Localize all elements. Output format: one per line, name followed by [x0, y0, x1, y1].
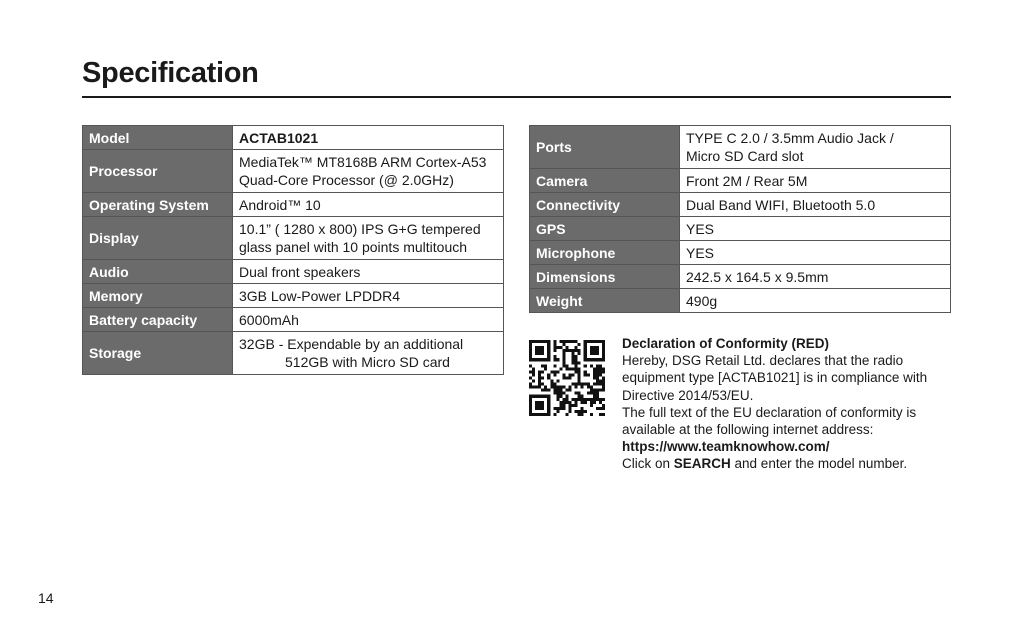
spec-label: Operating System: [83, 193, 233, 217]
spec-value: [233, 332, 504, 375]
spec-table-right: [529, 125, 951, 313]
spec-label: Battery capacity: [83, 308, 233, 332]
spec-row-ports: [530, 126, 951, 169]
spec-row-microphone: [530, 241, 951, 265]
page-title: Specification: [82, 57, 259, 89]
declaration-text: Hereby, DSG Retail Ltd. declares that the radio: [622, 353, 904, 369]
spec-label: Weight: [530, 289, 680, 313]
spec-value: Front 2M / Rear 5M: [680, 169, 951, 193]
spec-label: Display: [83, 217, 233, 260]
spec-value: 3GB Low-Power LPDDR4: [233, 284, 504, 308]
spec-value: YES: [680, 241, 951, 265]
spec-row-dimensions: [530, 265, 951, 289]
spec-label: Memory: [83, 284, 233, 308]
declaration-heading: Declaration of Conformity (RED): [622, 336, 830, 351]
spec-value: MediaTek™ MT8168B ARM Cortex-A53 Quad-Core Processor (@ 2.0GHz): [233, 150, 504, 193]
spec-label: Storage: [83, 332, 233, 375]
spec-row-storage: [83, 332, 504, 375]
spec-row-camera: [530, 169, 951, 193]
spec-value: ACTAB1021: [233, 126, 504, 150]
declaration-text: equipment type [ACTAB1021] is in compliance with: [622, 370, 928, 386]
instruction-suffix: and enter the model number.: [730, 456, 908, 472]
spec-row-battery: [83, 308, 504, 332]
spec-value-line1: 32GB - Expendable by an additional: [239, 336, 464, 352]
qr-code-icon: [529, 340, 605, 416]
spec-label: Processor: [83, 150, 233, 193]
spec-label: Model: [83, 126, 233, 150]
spec-row-model: [83, 126, 504, 150]
instruction-keyword: SEARCH: [673, 456, 731, 472]
spec-row-memory: [83, 284, 504, 308]
spec-value: Dual front speakers: [233, 260, 504, 284]
spec-value: 490g: [680, 289, 951, 313]
spec-value: 242.5 x 164.5 x 9.5mm: [680, 265, 951, 289]
spec-row-connectivity: [530, 193, 951, 217]
spec-row-os: [83, 193, 504, 217]
spec-value: Android™ 10: [233, 193, 504, 217]
spec-label: Camera: [530, 169, 680, 193]
spec-value: Dual Band WIFI, Bluetooth 5.0: [680, 193, 951, 217]
declaration-text: The full text of the EU declaration of conformity is: [622, 404, 917, 420]
title-divider: [82, 96, 951, 98]
spec-label: Audio: [83, 260, 233, 284]
page-number: 14: [38, 590, 54, 606]
declaration-text: available at the following internet address:: [622, 422, 874, 438]
spec-value-line2: 512GB with Micro SD card: [285, 354, 450, 370]
spec-label: Microphone: [530, 241, 680, 265]
spec-row-display: [83, 217, 504, 260]
spec-value: YES: [680, 217, 951, 241]
spec-row-weight: [530, 289, 951, 313]
spec-label: Dimensions: [530, 265, 680, 289]
spec-value: TYPE C 2.0 / 3.5mm Audio Jack / Micro SD Card slot: [680, 126, 951, 169]
declaration-of-conformity: [622, 335, 942, 473]
spec-row-processor: [83, 150, 504, 193]
declaration-url[interactable]: https://www.teamknowhow.com/: [622, 439, 830, 455]
spec-value: 6000mAh: [233, 308, 504, 332]
spec-label: Ports: [530, 126, 680, 169]
spec-label: Connectivity: [530, 193, 680, 217]
spec-value: 10.1” ( 1280 x 800) IPS G+G tempered glass panel with 10 points multitouch: [233, 217, 504, 260]
declaration-text: Directive 2014/53/EU.: [622, 387, 754, 403]
spec-row-audio: [83, 260, 504, 284]
spec-label: GPS: [530, 217, 680, 241]
spec-row-gps: [530, 217, 951, 241]
spec-table-left: [82, 125, 504, 375]
instruction-prefix: Click on: [622, 456, 674, 472]
declaration-instruction: [622, 455, 942, 472]
